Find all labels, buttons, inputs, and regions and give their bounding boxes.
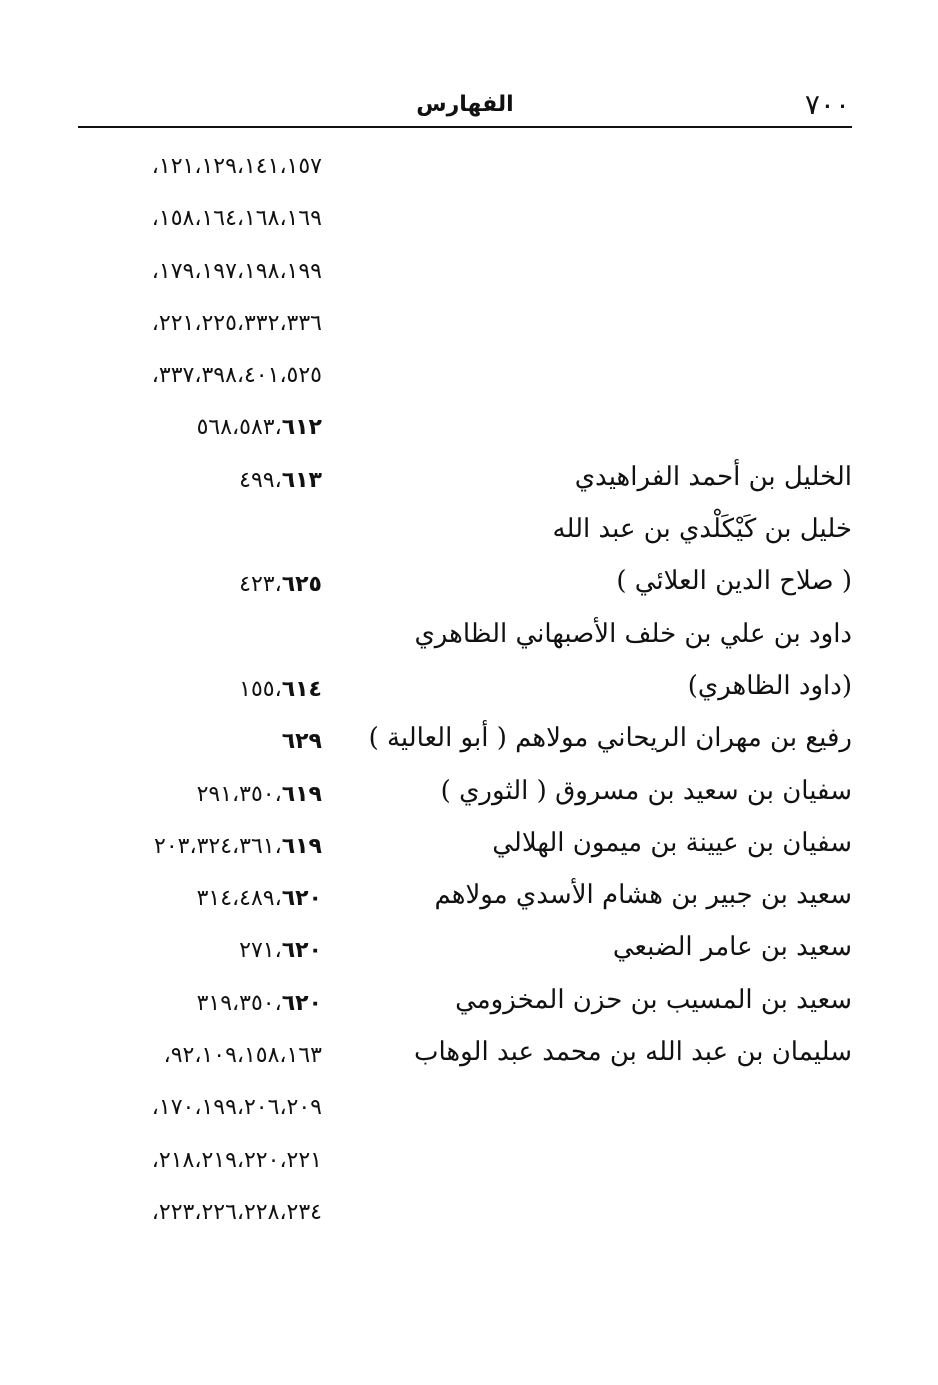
person-name: (داود الظاهري) <box>687 670 852 701</box>
person-name: سليمان بن عبد الله بن محمد عبد الوهاب <box>414 1037 852 1068</box>
index-row <box>78 1081 852 1133</box>
page-header <box>78 82 852 130</box>
page-references <box>100 991 322 1016</box>
index-row <box>78 245 852 297</box>
page-list: ٢٧١، <box>239 938 282 964</box>
biography-page: ٦١٤ <box>281 676 322 702</box>
page-list: ١٧٩،١٩٧،١٩٨،١٩٩، <box>151 258 322 284</box>
page-list: ٤٢٣، <box>239 572 282 598</box>
page-list: ٤٩٩، <box>239 467 282 493</box>
running-title: الفهارس <box>416 92 514 117</box>
person-name: داود بن علي بن خلف الأصبهاني الظاهري <box>414 618 852 649</box>
index-row <box>78 977 852 1029</box>
index-row <box>78 454 852 506</box>
person-name: ( صلاح الدين العلائي ) <box>616 566 852 597</box>
biography-page: ٦١٢ <box>281 415 322 441</box>
page-references <box>100 782 322 807</box>
page-references <box>100 886 322 911</box>
page-list: ٣١٤،٤٨٩، <box>196 886 282 912</box>
index-row <box>78 924 852 976</box>
index-row <box>78 1186 852 1238</box>
page-list: ٥٦٨،٥٨٣، <box>196 415 282 441</box>
page-list: ١٥٥، <box>239 676 282 702</box>
index-row <box>78 192 852 244</box>
page-references <box>100 1043 322 1068</box>
page-references <box>100 1095 322 1120</box>
person-name: خليل بن كَيْكَلْدي بن عبد الله <box>552 514 852 545</box>
page-list: ٢٢١،٢٢٥،٣٣٢،٣٣٦، <box>151 310 322 336</box>
page-references <box>100 938 322 963</box>
index-row <box>78 1029 852 1081</box>
index-row <box>78 297 852 349</box>
biography-page: ٦١٣ <box>281 467 322 493</box>
person-name: سعيد بن جبير بن هشام الأسدي مولاهم <box>434 880 852 911</box>
person-name: سعيد بن عامر الضبعي <box>612 932 852 963</box>
index-row <box>78 820 852 872</box>
biography-page: ٦١٩ <box>281 781 322 807</box>
person-name: سفيان بن عيينة بن ميمون الهلالي <box>492 827 852 858</box>
page-references <box>100 311 322 336</box>
index-row <box>78 558 852 610</box>
page-list: ٢٢٣،٢٢٦،٢٢٨،٢٣٤، <box>151 1199 322 1225</box>
person-name: سفيان بن سعيد بن مسروق ( الثوري ) <box>440 775 852 806</box>
page-references <box>100 729 322 754</box>
page-list: ١٢١،١٢٩،١٤١،١٥٧، <box>151 154 322 179</box>
page-list: ٣١٩،٣٥٠، <box>196 990 282 1016</box>
page-list: ٢٠٣،٣٢٤،٣٦١، <box>154 833 282 859</box>
page-references <box>100 1200 322 1225</box>
page-list: ١٧٠،١٩٩،٢٠٦،٢٠٩، <box>151 1095 322 1121</box>
index-row <box>78 611 852 663</box>
page-list: ٣٣٧،٣٩٨،٤٠١،٥٢٥، <box>151 363 322 389</box>
page-references <box>100 1148 322 1173</box>
person-name: رفيع بن مهران الريحاني مولاهم ( أبو العالية ) <box>368 723 852 754</box>
index-row <box>78 349 852 401</box>
page-references <box>100 415 322 440</box>
person-name: سعيد بن المسيب بن حزن المخزومي <box>455 984 852 1015</box>
index-row <box>78 663 852 715</box>
index-row <box>78 506 852 558</box>
index-row <box>78 715 852 767</box>
biography-page: ٦٢٠ <box>281 990 322 1016</box>
page-list: ٢١٨،٢١٩،٢٢٠،٢٢١، <box>151 1147 322 1173</box>
biography-page: ٦٢٠ <box>281 938 322 964</box>
biography-page: ٦١٩ <box>281 833 322 859</box>
page-list: ١٥٨،١٦٤،١٦٨،١٦٩، <box>151 206 322 232</box>
page-references <box>100 154 322 179</box>
page-references <box>100 677 322 702</box>
page-references <box>100 259 322 284</box>
page-list: ٩٢،١٠٩،١٥٨،١٦٣، <box>163 1043 322 1069</box>
page-list: ٢٩١،٣٥٠، <box>196 781 282 807</box>
page-references <box>100 468 322 493</box>
biography-page: ٦٢٩ <box>281 729 322 755</box>
index-row <box>78 401 852 453</box>
header-rule <box>78 126 852 128</box>
index-row <box>78 1134 852 1186</box>
page-references <box>100 834 322 859</box>
page-references <box>100 572 322 597</box>
index-row <box>78 768 852 820</box>
person-name: الخليل بن أحمد الفراهيدي <box>574 461 852 492</box>
page-references <box>100 363 322 388</box>
index-list <box>78 140 852 1238</box>
index-row <box>78 872 852 924</box>
biography-page: ٦٢٠ <box>281 886 322 912</box>
biography-page: ٦٢٥ <box>281 572 322 598</box>
page-references <box>100 206 322 231</box>
page-number: ٧٠٠ <box>804 88 850 121</box>
index-row <box>78 140 852 192</box>
